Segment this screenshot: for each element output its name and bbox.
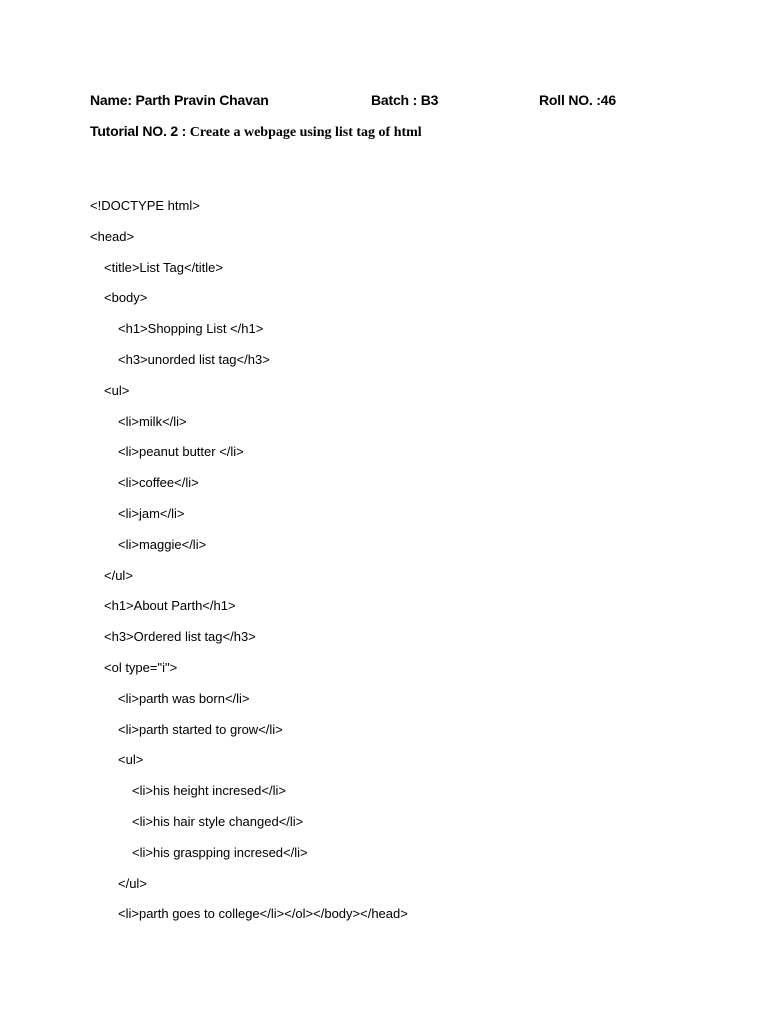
- code-line: <ul>: [118, 752, 144, 768]
- code-line: <h3>Ordered list tag</h3>: [104, 629, 256, 645]
- code-line: <ol type="i">: [104, 659, 178, 675]
- tutorial-heading: [90, 123, 422, 141]
- code-line: <body>: [104, 290, 148, 306]
- code-line: <ul>: [104, 382, 130, 398]
- code-line: </ul>: [118, 875, 147, 891]
- code-line: <li>his graspping incresed</li>: [132, 844, 308, 860]
- tutorial-title: Create a webpage using list tag of html: [189, 125, 422, 140]
- student-info-header: [90, 92, 690, 114]
- code-line: <title>List Tag</title>: [104, 259, 224, 275]
- code-line: <li>maggie</li>: [118, 536, 207, 552]
- code-line: <li>his hair style changed</li>: [132, 813, 304, 829]
- code-line: <h3>unorded list tag</h3>: [118, 351, 270, 367]
- code-line: <h1>About Parth</h1>: [104, 598, 236, 614]
- tutorial-number: Tutorial NO. 2 :: [90, 123, 190, 139]
- code-line: <head>: [90, 228, 135, 244]
- code-line: <li>milk</li>: [118, 413, 187, 429]
- batch-label: Batch : B3: [371, 92, 439, 108]
- code-line: <!DOCTYPE html>: [90, 198, 200, 213]
- code-line: <li>his height incresed</li>: [132, 783, 286, 799]
- code-line: <li>parth started to grow</li>: [118, 721, 283, 737]
- code-line: </ul>: [104, 567, 133, 583]
- code-line: <li>coffee</li>: [118, 475, 199, 491]
- code-listing: [90, 197, 730, 936]
- code-line: <li>parth was born</li>: [118, 690, 250, 706]
- code-line: <li>parth goes to college</li></ol></body></head>: [118, 906, 408, 922]
- code-line: <h1>Shopping List </h1>: [118, 321, 264, 337]
- student-name: Name: Parth Pravin Chavan: [90, 92, 269, 108]
- code-line: <li>jam</li>: [118, 505, 185, 521]
- roll-number: Roll NO. :46: [539, 92, 616, 108]
- code-line: <li>peanut butter </li>: [118, 444, 244, 460]
